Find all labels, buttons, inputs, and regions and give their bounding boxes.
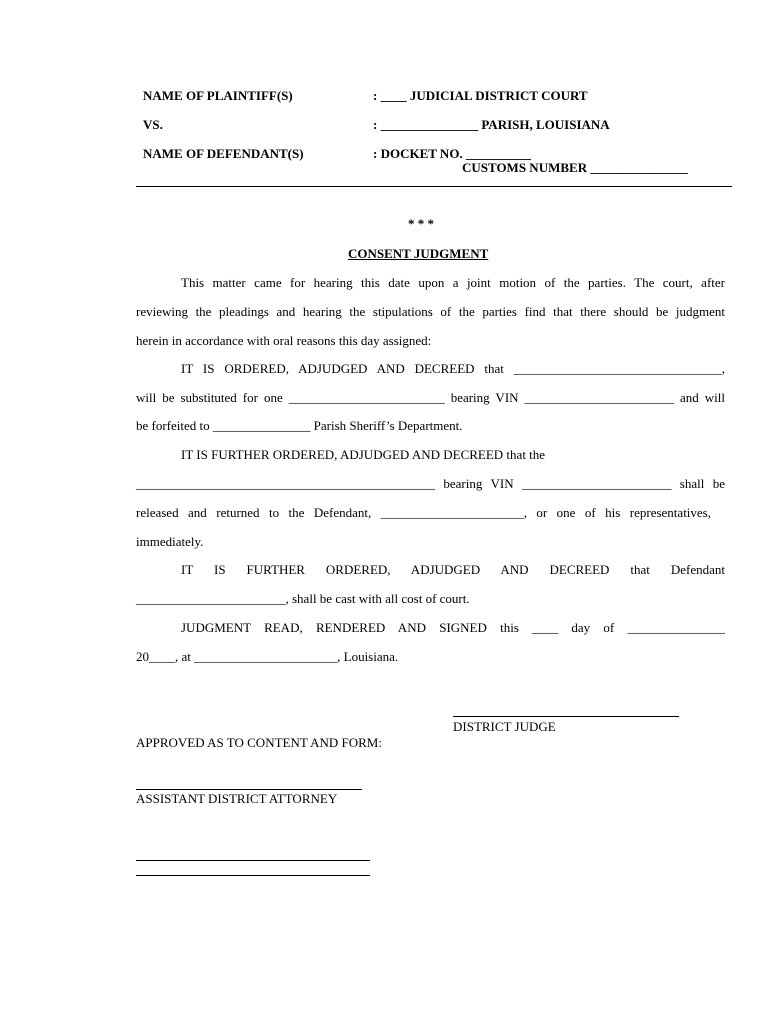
body-line-p5-1: JUDGMENT READ, RENDERED AND SIGNED this ____ day of _______________ [181, 620, 725, 635]
body-line-p3-1: IT IS FURTHER ORDERED, ADJUDGED AND DECREED that the [181, 447, 546, 462]
body-line-p4-1: IT IS FURTHER ORDERED, ADJUDGED AND DECREED that Defendant [181, 562, 725, 577]
section-separator-stars: * * * [408, 216, 434, 231]
caption-divider [136, 186, 732, 187]
document-title: CONSENT JUDGMENT [348, 246, 489, 261]
assistant-district-attorney-label: ASSISTANT DISTRICT ATTORNEY [136, 791, 338, 806]
body-line-p2-1: IT IS ORDERED, ADJUDGED AND DECREED that ________________________________, [181, 361, 725, 376]
docket-number-label: : DOCKET NO. __________ [373, 146, 531, 161]
district-judge-label: DISTRICT JUDGE [453, 719, 556, 734]
blank-signature-line-2 [136, 875, 370, 876]
judge-signature-line [453, 716, 679, 717]
body-line-p5-2: 20____, at ______________________, Louisiana. [136, 649, 399, 664]
body-line-p4-2: _______________________, shall be cast with all cost of court. [136, 591, 470, 606]
parish-label: : _______________ PARISH, LOUISIANA [373, 117, 610, 132]
body-line-p2-3: be forfeited to _______________ Parish Sheriff’s Department. [136, 418, 463, 433]
ada-signature-line [136, 789, 362, 790]
body-line-p2-2: will be substituted for one ________________________ bearing VIN _______________________ and will [136, 390, 725, 405]
body-line-p3-2: ______________________________________________ bearing VIN _______________________ shall be [136, 476, 725, 491]
body-line-p1-1: This matter came for hearing this date upon a joint motion of the parties. The court, after [181, 275, 725, 290]
body-line-p3-3: released and returned to the Defendant, ______________________, or one of his representatives, [136, 505, 711, 520]
body-line-p1-3: herein in accordance with oral reasons this day assigned: [136, 333, 432, 348]
versus-label: VS. [143, 117, 163, 132]
blank-signature-line-1 [136, 860, 370, 861]
body-line-p1-2: reviewing the pleadings and hearing the stipulations of the parties find that there should be judgment [136, 304, 725, 319]
body-line-p3-4: immediately. [136, 534, 204, 549]
court-label: : ____ JUDICIAL DISTRICT COURT [373, 88, 588, 103]
customs-number-label: CUSTOMS NUMBER _______________ [462, 160, 688, 175]
approved-as-to-form-label: APPROVED AS TO CONTENT AND FORM: [136, 735, 382, 750]
defendant-name-label: NAME OF DEFENDANT(S) [143, 146, 304, 161]
plaintiff-name-label: NAME OF PLAINTIFF(S) [143, 88, 293, 103]
